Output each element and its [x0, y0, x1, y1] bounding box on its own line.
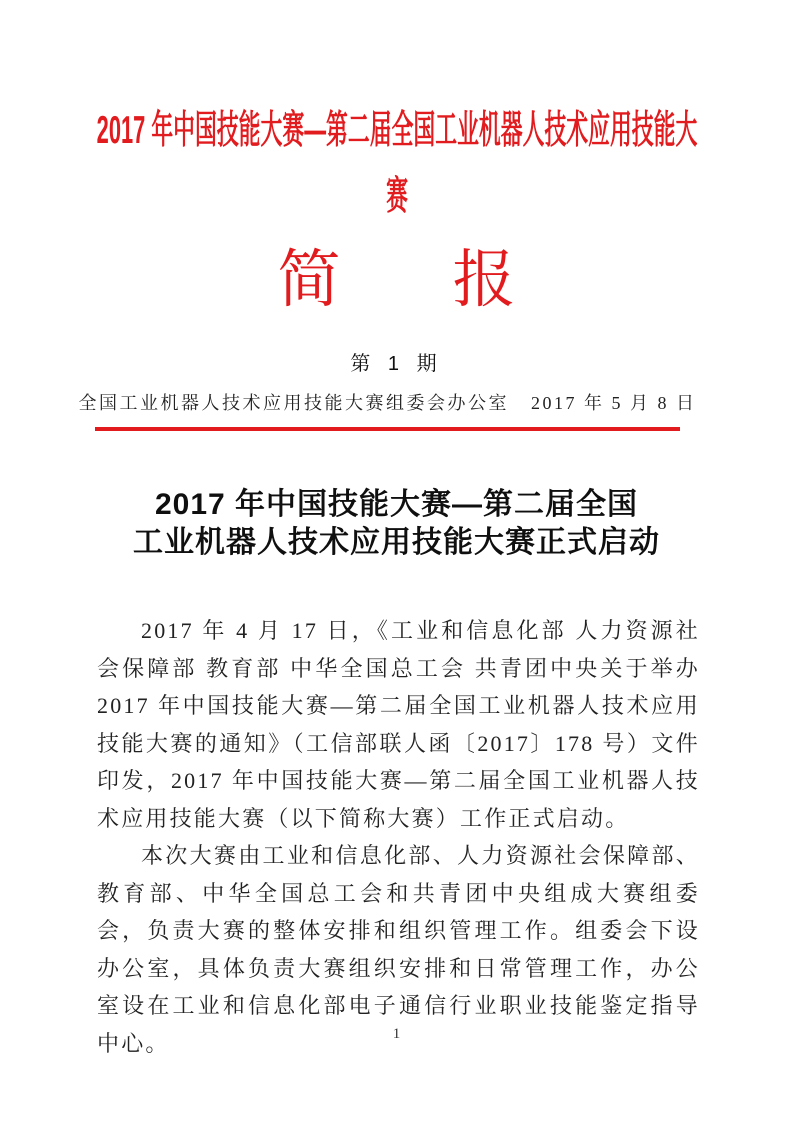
article-heading-line1: 2017 年中国技能大赛—第二届全国 — [154, 488, 639, 521]
masthead-title-line2-wrap — [0, 164, 793, 230]
page-number: 1 — [392, 1026, 401, 1042]
masthead-title — [0, 98, 793, 230]
article-body — [97, 612, 700, 1062]
issue-date: 2017 年 5 月 8 日 — [531, 393, 697, 413]
bulletin-name — [0, 242, 793, 318]
masthead-title-line2: 赛 — [385, 175, 408, 218]
masthead-title-line1: 2017 年中国技能大赛—第二届全国工业机器人技术应用技能大 — [96, 109, 697, 152]
masthead-title-line1-wrap — [0, 98, 793, 164]
article-heading-line2: 工业机器人技术应用技能大赛正式启动 — [133, 526, 660, 559]
bulletin-name-char2: 报 — [452, 245, 516, 315]
bulletin-name-char1: 简 — [277, 245, 341, 315]
body-paragraph: 本次大赛由工业和信息化部、人力资源社会保障部、教育部、中华全国总工会和共青团中央组成大赛组委会，负责大赛的整体安排和组织管理工作。组委会下设办公室，具体负责大赛组织安排和日常管理工作，办公室设在工业和信息化部电子通信行业职业技能鉴定指导中心。 — [97, 843, 700, 1056]
article-heading — [0, 486, 793, 562]
masthead-divider-rule — [95, 427, 680, 431]
issue-number: 第 1 期 — [350, 353, 443, 375]
office-date-line — [78, 390, 697, 416]
body-paragraph: 2017 年 4 月 17 日，《工业和信息化部 人力资源社会保障部 教育部 中华全国总工会 共青团中央关于举办 2017 年中国技能大赛—第二届全国工业机器人技术应用技能大赛的通知》（工信部联人函〔2017〕178 号）文件印发，2017 年中国技能大赛—第二届全国工业机器人技术应用技能大赛（以下简称大赛）工作正式启动。 — [97, 618, 700, 831]
organizing-office: 全国工业机器人技术应用技能大赛组委会办公室 — [78, 393, 509, 413]
